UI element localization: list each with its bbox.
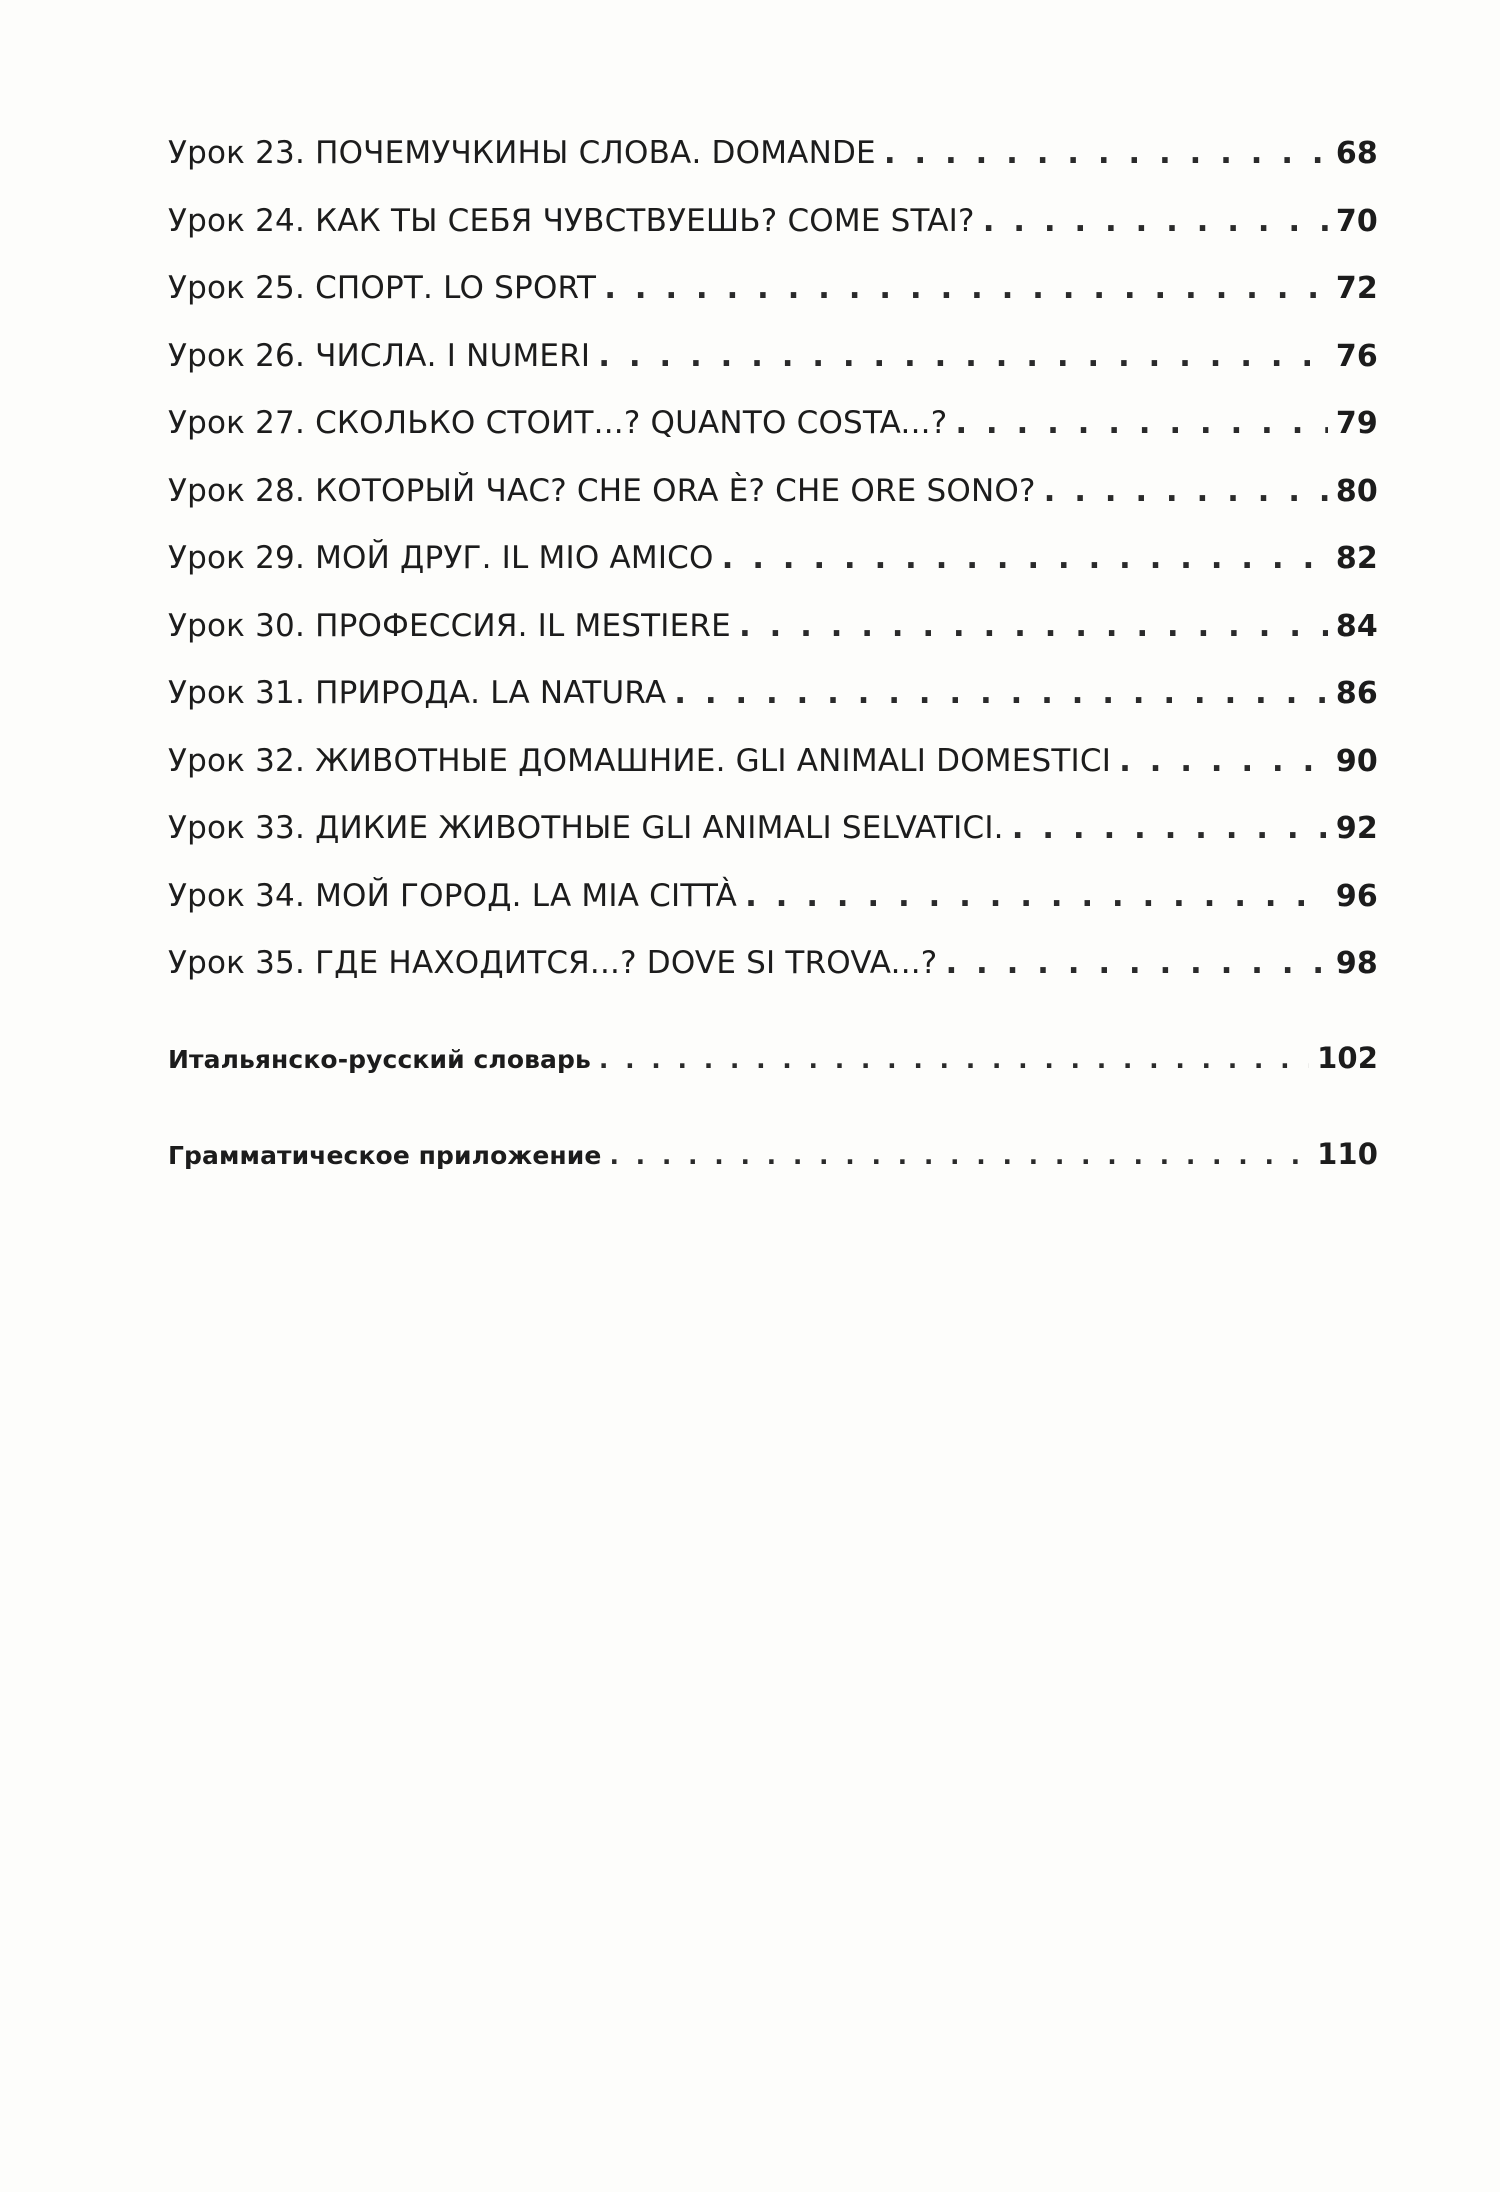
toc-leader-dots	[1044, 473, 1328, 509]
table-of-contents	[168, 135, 1378, 1233]
toc-entry-label: Урок 23. ПОЧЕМУЧКИНЫ СЛОВА. DOMANDE	[168, 135, 876, 171]
toc-entry-lesson-27	[168, 405, 1378, 473]
toc-entry-label: Урок 25. СПОРТ. LO SPORT	[168, 270, 597, 306]
toc-entry-lesson-28	[168, 473, 1378, 541]
toc-entry-label: Урок 31. ПРИРОДА. LA NATURA	[168, 675, 667, 711]
toc-entry-lesson-23	[168, 135, 1378, 203]
toc-entry-page: 68	[1335, 136, 1378, 171]
toc-entry-lesson-26	[168, 338, 1378, 406]
toc-leader-dots	[609, 1141, 1309, 1170]
toc-leader-dots	[1119, 743, 1328, 779]
toc-entry-label: Итальянско-русский словарь	[168, 1044, 591, 1074]
toc-entry-dictionary	[168, 1041, 1378, 1137]
toc-entry-page: 72	[1335, 271, 1378, 306]
toc-leader-dots	[739, 608, 1328, 644]
toc-leader-dots	[884, 135, 1328, 171]
toc-entry-lesson-33	[168, 810, 1378, 878]
toc-leader-dots	[983, 203, 1328, 239]
toc-leader-dots	[945, 945, 1327, 981]
toc-entry-page: 90	[1335, 743, 1378, 779]
toc-entry-page: 96	[1335, 878, 1378, 914]
toc-entry-page: 80	[1335, 473, 1378, 509]
toc-leader-dots	[598, 338, 1328, 374]
toc-entry-lesson-29	[168, 540, 1378, 608]
toc-entry-label: Урок 26. ЧИСЛА. I NUMERI	[168, 337, 591, 374]
toc-entry-label: Урок 34. МОЙ ГОРОД. LA MIA CITTÀ	[168, 877, 738, 914]
toc-leader-dots	[745, 878, 1328, 914]
toc-entry-page: 98	[1335, 946, 1378, 981]
toc-entry-label: Урок 24. КАК ТЫ СЕБЯ ЧУВСТВУЕШЬ? COME STAI?	[168, 202, 975, 239]
toc-entry-label: Урок 27. СКОЛЬКО СТОИТ...? QUANTO COSTA...?	[168, 405, 948, 441]
toc-entry-lesson-32	[168, 743, 1378, 811]
toc-entry-page: 86	[1335, 676, 1378, 711]
toc-entry-lesson-34	[168, 878, 1378, 946]
toc-entry-label: Урок 28. КОТОРЫЙ ЧАС? CHE ORA È? CHE ORE SONO?	[168, 472, 1036, 509]
toc-leader-dots	[955, 405, 1327, 441]
toc-entry-page: 79	[1335, 406, 1378, 441]
toc-entry-page: 102	[1317, 1040, 1378, 1075]
toc-leader-dots	[722, 540, 1328, 576]
toc-entry-lesson-25	[168, 270, 1378, 338]
toc-entry-page: 92	[1335, 811, 1378, 846]
toc-entry-page: 110	[1317, 1136, 1378, 1171]
toc-entry-grammar-appendix	[168, 1137, 1378, 1233]
toc-entry-label: Урок 29. МОЙ ДРУГ. IL MIO AMICO	[168, 540, 714, 576]
toc-entry-lesson-31	[168, 675, 1378, 743]
toc-entry-page: 82	[1335, 541, 1378, 576]
toc-leader-dots	[1012, 810, 1328, 846]
toc-entry-label: Грамматическое приложение	[168, 1140, 602, 1170]
toc-entry-label: Урок 35. ГДЕ НАХОДИТСЯ...? DOVE SI TROVA...?	[168, 945, 938, 981]
toc-entry-label: Урок 32. ЖИВОТНЫЕ ДОМАШНИЕ. GLI ANIMALI DOMESTICI	[168, 742, 1112, 779]
toc-entry-page: 76	[1335, 338, 1378, 374]
toc-entry-page: 70	[1335, 203, 1378, 239]
toc-entry-lesson-30	[168, 608, 1378, 676]
toc-entry-lesson-35	[168, 945, 1378, 1013]
toc-entry-page: 84	[1335, 608, 1378, 644]
toc-entry-lesson-24	[168, 203, 1378, 271]
toc-leader-dots	[604, 270, 1328, 306]
toc-entry-label: Урок 30. ПРОФЕССИЯ. IL MESTIERE	[168, 607, 731, 644]
toc-entry-label: Урок 33. ДИКИЕ ЖИВОТНЫЕ GLI ANIMALI SELVATICI.	[168, 810, 1004, 846]
toc-leader-dots	[599, 1045, 1309, 1074]
toc-leader-dots	[674, 675, 1328, 711]
